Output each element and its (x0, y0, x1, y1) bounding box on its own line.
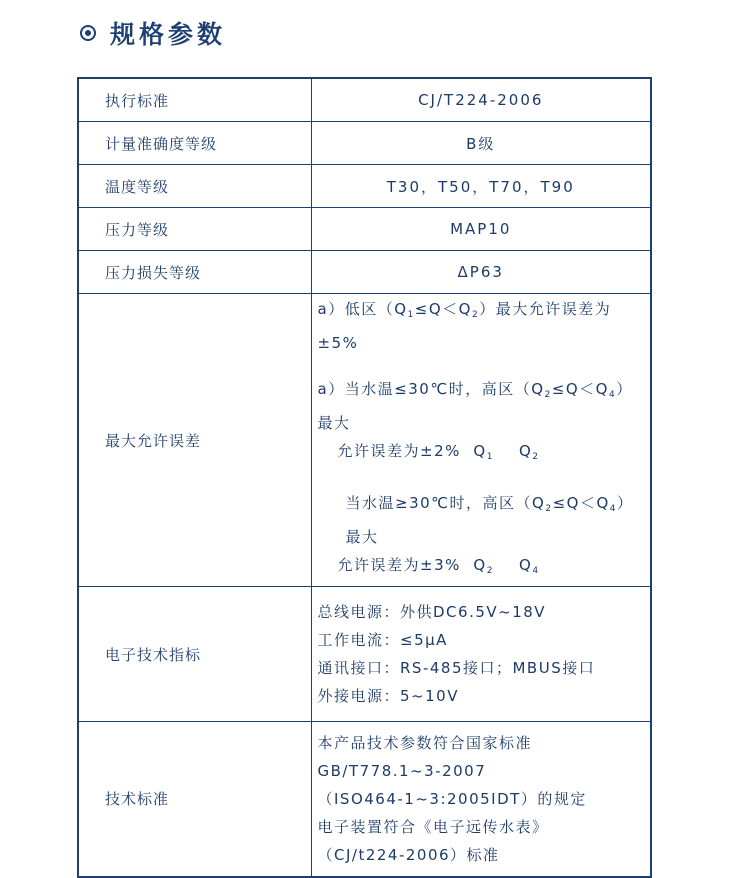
error-line-high-a-cont: 允许误差为±2% $Q_1$ $Q_2$ (337, 442, 540, 462)
row-value: T30，T50，T70，T90 (311, 165, 651, 208)
row-label: 电子技术指标 (78, 587, 311, 722)
spec-line: （CJ/t224-2006）标准 (317, 845, 500, 864)
row-label: 最大允许误差 (78, 294, 311, 587)
row-value: ΔP63 (311, 251, 651, 294)
error-line-high-b-cont: 允许误差为±3% $Q_2$ $Q_4$ (337, 556, 540, 576)
row-label: 执行标准 (78, 78, 311, 122)
spec-line: GB/T778.1~3-2007 (317, 761, 487, 780)
table-row (78, 122, 651, 165)
spec-table (77, 77, 652, 878)
error-line-high-a: a）当水温≤30℃时，高区$(Q_2\le Q<Q_4)$最大 (317, 380, 633, 432)
section-title: 规格参数 (110, 20, 227, 49)
table-row (78, 294, 651, 587)
row-label: 温度等级 (78, 165, 311, 208)
error-line-high-b: 当水温≥30℃时，高区$(Q_2\le Q<Q_4)$最大 (345, 494, 634, 546)
spec-line: 工作电流：≤5μA (317, 631, 448, 649)
electronic-spec-cell (311, 587, 651, 722)
spec-line: 电子装置符合《电子远传水表》 (317, 817, 549, 836)
error-line-low: a）低区$(Q_1\le Q<Q_2)$最大允许误差为±5% (317, 300, 612, 352)
spec-line: 外接电源：5~10V (317, 687, 459, 705)
row-label: 计量准确度等级 (78, 122, 311, 165)
row-label: 压力损失等级 (78, 251, 311, 294)
spec-line: 本产品技术参数符合国家标准 (317, 733, 533, 752)
table-row (78, 208, 651, 251)
spec-line: （ISO464-1~3:2005IDT）的规定 (317, 789, 587, 808)
row-value: CJ/T224-2006 (311, 78, 651, 122)
row-value: MAP10 (311, 208, 651, 251)
table-row (78, 587, 651, 722)
section-header (80, 18, 226, 48)
table-row (78, 165, 651, 208)
spec-line: 总线电源：外供DC6.5V~18V (317, 603, 547, 621)
table-row (78, 722, 651, 877)
table-row (78, 78, 651, 122)
bullet-icon (80, 25, 96, 41)
row-label: 压力等级 (78, 208, 311, 251)
table-row (78, 251, 651, 294)
spec-line: 通讯接口：RS-485接口；MBUS接口 (317, 659, 596, 677)
row-value: B级 (311, 122, 651, 165)
tech-standard-cell (311, 722, 651, 877)
max-error-cell (311, 294, 651, 587)
row-label: 技术标准 (78, 722, 311, 877)
